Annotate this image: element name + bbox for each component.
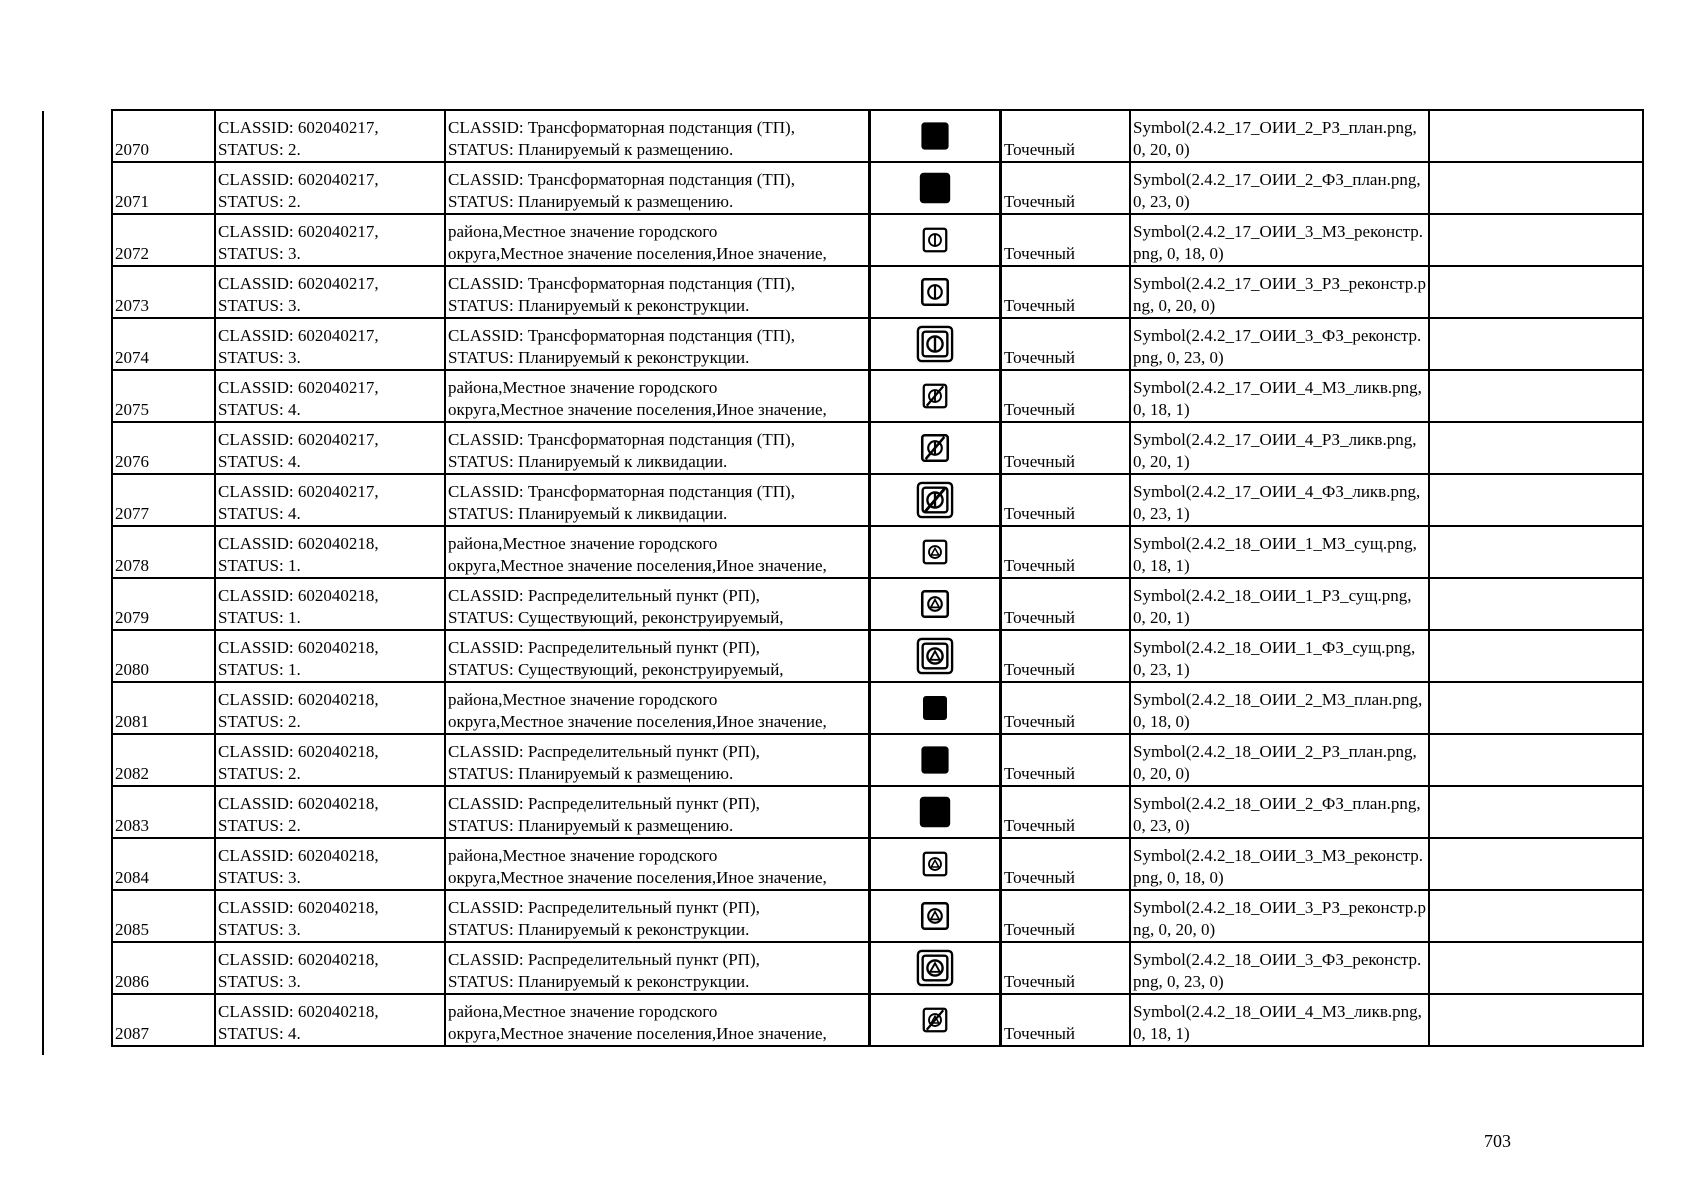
classid-cell bbox=[215, 630, 445, 682]
geometry-type: Точечный bbox=[1004, 348, 1076, 367]
filled-square-icon bbox=[916, 793, 954, 831]
classid-value: CLASSID: 602040217, bbox=[218, 430, 379, 449]
row-number-cell bbox=[112, 734, 215, 786]
symbol-preview-cell bbox=[870, 162, 1001, 214]
distribution-point-framed-icon bbox=[916, 949, 954, 987]
geometry-type-cell bbox=[1001, 110, 1131, 162]
row-number-cell bbox=[112, 630, 215, 682]
status-value: STATUS: 4. bbox=[218, 1024, 301, 1043]
row-number: 2070 bbox=[115, 140, 149, 159]
status-value: STATUS: 3. bbox=[218, 244, 301, 263]
row-number-cell bbox=[112, 474, 215, 526]
empty-cell bbox=[1429, 474, 1643, 526]
description-line-1: CLASSID: Распределительный пункт (РП), bbox=[448, 950, 760, 969]
description-line-1: CLASSID: Трансформаторная подстанция (ТП), bbox=[448, 274, 795, 293]
classid-value: CLASSID: 602040217, bbox=[218, 326, 379, 345]
symbol-definition: Symbol(2.4.2_17_ОИИ_4_ФЗ_ликв.png, 0, 23, 1) bbox=[1133, 482, 1421, 523]
symbol-definition: Symbol(2.4.2_18_ОИИ_2_МЗ_план.png, 0, 18, 0) bbox=[1133, 690, 1423, 731]
symbol-definition-cell bbox=[1130, 682, 1429, 734]
symbol-preview-cell bbox=[870, 110, 1001, 162]
table-row bbox=[112, 526, 1643, 578]
description-line-1: района,Местное значение городского bbox=[448, 690, 718, 709]
status-value: STATUS: 2. bbox=[218, 140, 301, 159]
distribution-point-icon bbox=[918, 899, 952, 933]
symbol-preview-cell bbox=[870, 734, 1001, 786]
row-number-cell bbox=[112, 318, 215, 370]
geometry-type: Точечный bbox=[1004, 764, 1076, 783]
table-row bbox=[112, 578, 1643, 630]
classid-cell bbox=[215, 838, 445, 890]
symbol-preview-cell bbox=[870, 318, 1001, 370]
description-cell bbox=[445, 318, 870, 370]
page-number: 703 bbox=[1484, 1131, 1511, 1151]
description-cell bbox=[445, 890, 870, 942]
geometry-type: Точечный bbox=[1004, 660, 1076, 679]
distribution-point-icon bbox=[920, 849, 950, 879]
description-cell bbox=[445, 474, 870, 526]
classid-value: CLASSID: 602040217, bbox=[218, 222, 379, 241]
table-row bbox=[112, 370, 1643, 422]
classid-value: CLASSID: 602040217, bbox=[218, 482, 379, 501]
classid-value: CLASSID: 602040217, bbox=[218, 274, 379, 293]
symbol-table bbox=[111, 109, 1644, 1047]
symbol-preview-cell bbox=[870, 994, 1001, 1046]
table-row bbox=[112, 994, 1643, 1046]
description-cell bbox=[445, 786, 870, 838]
transformer-reconstruction-framed-icon bbox=[916, 325, 954, 363]
description-line-1: CLASSID: Распределительный пункт (РП), bbox=[448, 638, 760, 657]
classid-cell bbox=[215, 994, 445, 1046]
geometry-type-cell bbox=[1001, 266, 1131, 318]
geometry-type-cell bbox=[1001, 318, 1131, 370]
status-value: STATUS: 2. bbox=[218, 192, 301, 211]
geometry-type: Точечный bbox=[1004, 192, 1076, 211]
row-number-cell bbox=[112, 994, 215, 1046]
row-number: 2078 bbox=[115, 556, 149, 575]
symbol-definition-cell bbox=[1130, 838, 1429, 890]
symbol-definition-cell bbox=[1130, 318, 1429, 370]
description-cell bbox=[445, 214, 870, 266]
empty-cell bbox=[1429, 942, 1643, 994]
geometry-type: Точечный bbox=[1004, 816, 1076, 835]
table-row bbox=[112, 942, 1643, 994]
symbol-definition: Symbol(2.4.2_18_ОИИ_3_ФЗ_реконстр.png, 0, 23, 0) bbox=[1133, 950, 1422, 991]
description-cell bbox=[445, 630, 870, 682]
geometry-type: Точечный bbox=[1004, 504, 1076, 523]
description-line-2: STATUS: Планируемый к ликвидации. bbox=[448, 452, 728, 471]
geometry-type-cell bbox=[1001, 838, 1131, 890]
distribution-point-liquidation-icon bbox=[920, 1005, 950, 1035]
symbol-definition: Symbol(2.4.2_18_ОИИ_4_МЗ_ликв.png, 0, 18, 1) bbox=[1133, 1002, 1422, 1043]
geometry-type: Точечный bbox=[1004, 244, 1076, 263]
description-line-2: STATUS: Планируемый к реконструкции. bbox=[448, 296, 750, 315]
symbol-preview-cell bbox=[870, 942, 1001, 994]
table-row bbox=[112, 162, 1643, 214]
symbol-definition: Symbol(2.4.2_18_ОИИ_2_РЗ_план.png, 0, 20, 0) bbox=[1133, 742, 1417, 783]
row-number: 2087 bbox=[115, 1024, 149, 1043]
symbol-definition: Symbol(2.4.2_17_ОИИ_2_РЗ_план.png, 0, 20, 0) bbox=[1133, 118, 1417, 159]
status-value: STATUS: 2. bbox=[218, 816, 301, 835]
transformer-reconstruction-icon bbox=[918, 275, 952, 309]
empty-cell bbox=[1429, 318, 1643, 370]
row-number: 2072 bbox=[115, 244, 149, 263]
distribution-point-framed-icon bbox=[916, 637, 954, 675]
description-line-2: округа,Местное значение поселения,Иное значение, bbox=[448, 1024, 827, 1043]
geometry-type-cell bbox=[1001, 526, 1131, 578]
status-value: STATUS: 3. bbox=[218, 920, 301, 939]
description-line-1: CLASSID: Трансформаторная подстанция (ТП), bbox=[448, 430, 795, 449]
description-cell bbox=[445, 838, 870, 890]
empty-cell bbox=[1429, 578, 1643, 630]
symbol-definition-cell bbox=[1130, 370, 1429, 422]
symbol-definition: Symbol(2.4.2_17_ОИИ_2_ФЗ_план.png, 0, 23, 0) bbox=[1133, 170, 1421, 211]
description-line-1: района,Местное значение городского bbox=[448, 1002, 718, 1021]
distribution-point-icon bbox=[918, 587, 952, 621]
classid-value: CLASSID: 602040218, bbox=[218, 586, 379, 605]
description-line-2: STATUS: Существующий, реконструируемый, bbox=[448, 608, 784, 627]
classid-cell bbox=[215, 162, 445, 214]
geometry-type-cell bbox=[1001, 422, 1131, 474]
row-number-cell bbox=[112, 370, 215, 422]
description-line-1: района,Местное значение городского bbox=[448, 222, 718, 241]
transformer-liquidation-icon bbox=[920, 381, 950, 411]
symbol-preview-cell bbox=[870, 890, 1001, 942]
table-row bbox=[112, 786, 1643, 838]
geometry-type-cell bbox=[1001, 734, 1131, 786]
description-line-2: округа,Местное значение поселения,Иное значение, bbox=[448, 556, 827, 575]
symbol-definition-cell bbox=[1130, 890, 1429, 942]
classid-value: CLASSID: 602040217, bbox=[218, 378, 379, 397]
table-row bbox=[112, 890, 1643, 942]
classid-value: CLASSID: 602040218, bbox=[218, 638, 379, 657]
symbol-definition: Symbol(2.4.2_17_ОИИ_3_РЗ_реконстр.png, 0, 20, 0) bbox=[1133, 274, 1427, 315]
symbol-preview-cell bbox=[870, 214, 1001, 266]
geometry-type: Точечный bbox=[1004, 452, 1076, 471]
filled-square-icon bbox=[920, 693, 950, 723]
classid-cell bbox=[215, 942, 445, 994]
row-number-cell bbox=[112, 110, 215, 162]
symbol-definition-cell bbox=[1130, 214, 1429, 266]
description-cell bbox=[445, 942, 870, 994]
description-cell bbox=[445, 994, 870, 1046]
symbol-definition-cell bbox=[1130, 110, 1429, 162]
description-line-1: CLASSID: Трансформаторная подстанция (ТП), bbox=[448, 170, 795, 189]
empty-cell bbox=[1429, 110, 1643, 162]
empty-cell bbox=[1429, 422, 1643, 474]
description-cell bbox=[445, 370, 870, 422]
status-value: STATUS: 4. bbox=[218, 452, 301, 471]
row-number: 2080 bbox=[115, 660, 149, 679]
description-line-2: STATUS: Планируемый к размещению. bbox=[448, 140, 734, 159]
symbol-definition: Symbol(2.4.2_18_ОИИ_1_МЗ_сущ.png, 0, 18, 1) bbox=[1133, 534, 1417, 575]
transformer-reconstruction-icon bbox=[920, 225, 950, 255]
symbol-preview-cell bbox=[870, 838, 1001, 890]
classid-value: CLASSID: 602040218, bbox=[218, 950, 379, 969]
classid-value: CLASSID: 602040218, bbox=[218, 534, 379, 553]
status-value: STATUS: 4. bbox=[218, 504, 301, 523]
symbol-definition: Symbol(2.4.2_17_ОИИ_4_МЗ_ликв.png, 0, 18, 1) bbox=[1133, 378, 1422, 419]
description-line-1: района,Местное значение городского bbox=[448, 378, 718, 397]
empty-cell bbox=[1429, 266, 1643, 318]
table-row bbox=[112, 630, 1643, 682]
description-cell bbox=[445, 578, 870, 630]
empty-cell bbox=[1429, 994, 1643, 1046]
row-number-cell bbox=[112, 578, 215, 630]
description-cell bbox=[445, 734, 870, 786]
symbol-preview-cell bbox=[870, 578, 1001, 630]
classid-cell bbox=[215, 786, 445, 838]
classid-cell bbox=[215, 682, 445, 734]
status-value: STATUS: 2. bbox=[218, 764, 301, 783]
description-line-1: CLASSID: Распределительный пункт (РП), bbox=[448, 898, 760, 917]
symbol-definition-cell bbox=[1130, 474, 1429, 526]
symbol-definition-cell bbox=[1130, 266, 1429, 318]
symbol-preview-cell bbox=[870, 526, 1001, 578]
classid-cell bbox=[215, 318, 445, 370]
symbol-definition-cell bbox=[1130, 162, 1429, 214]
table-row bbox=[112, 318, 1643, 370]
description-line-1: CLASSID: Трансформаторная подстанция (ТП), bbox=[448, 326, 795, 345]
row-number-cell bbox=[112, 526, 215, 578]
classid-value: CLASSID: 602040218, bbox=[218, 898, 379, 917]
status-value: STATUS: 1. bbox=[218, 608, 301, 627]
geometry-type: Точечный bbox=[1004, 972, 1076, 991]
symbol-definition: Symbol(2.4.2_17_ОИИ_3_ФЗ_реконстр.png, 0, 23, 0) bbox=[1133, 326, 1422, 367]
row-number: 2074 bbox=[115, 348, 149, 367]
geometry-type-cell bbox=[1001, 630, 1131, 682]
row-number-cell bbox=[112, 162, 215, 214]
symbol-preview-cell bbox=[870, 682, 1001, 734]
empty-cell bbox=[1429, 526, 1643, 578]
description-line-2: округа,Местное значение поселения,Иное значение, bbox=[448, 244, 827, 263]
description-line-2: округа,Местное значение поселения,Иное значение, bbox=[448, 400, 827, 419]
row-number-cell bbox=[112, 214, 215, 266]
classid-cell bbox=[215, 578, 445, 630]
symbol-definition-cell bbox=[1130, 422, 1429, 474]
geometry-type: Точечный bbox=[1004, 1024, 1076, 1043]
transformer-liquidation-framed-icon bbox=[916, 481, 954, 519]
classid-cell bbox=[215, 266, 445, 318]
table-row bbox=[112, 838, 1643, 890]
description-line-1: района,Местное значение городского bbox=[448, 846, 718, 865]
row-number: 2083 bbox=[115, 816, 149, 835]
distribution-point-icon bbox=[920, 537, 950, 567]
geometry-type: Точечный bbox=[1004, 608, 1076, 627]
row-number: 2071 bbox=[115, 192, 149, 211]
symbol-definition: Symbol(2.4.2_17_ОИИ_4_РЗ_ликв.png, 0, 20, 1) bbox=[1133, 430, 1417, 471]
geometry-type-cell bbox=[1001, 682, 1131, 734]
symbol-preview-cell bbox=[870, 474, 1001, 526]
geometry-type: Точечный bbox=[1004, 140, 1076, 159]
empty-cell bbox=[1429, 786, 1643, 838]
empty-cell bbox=[1429, 370, 1643, 422]
row-number: 2075 bbox=[115, 400, 149, 419]
row-number: 2085 bbox=[115, 920, 149, 939]
status-value: STATUS: 3. bbox=[218, 296, 301, 315]
empty-cell bbox=[1429, 630, 1643, 682]
transformer-liquidation-icon bbox=[918, 431, 952, 465]
table-row bbox=[112, 422, 1643, 474]
symbol-definition: Symbol(2.4.2_18_ОИИ_1_РЗ_сущ.png, 0, 20, 1) bbox=[1133, 586, 1412, 627]
status-value: STATUS: 3. bbox=[218, 868, 301, 887]
empty-cell bbox=[1429, 682, 1643, 734]
description-line-2: STATUS: Существующий, реконструируемый, bbox=[448, 660, 784, 679]
geometry-type: Точечный bbox=[1004, 296, 1076, 315]
symbol-definition-cell bbox=[1130, 734, 1429, 786]
geometry-type-cell bbox=[1001, 214, 1131, 266]
row-number-cell bbox=[112, 838, 215, 890]
empty-cell bbox=[1429, 162, 1643, 214]
filled-square-icon bbox=[916, 169, 954, 207]
left-margin-line bbox=[42, 111, 44, 1055]
geometry-type-cell bbox=[1001, 890, 1131, 942]
classid-value: CLASSID: 602040217, bbox=[218, 118, 379, 137]
status-value: STATUS: 4. bbox=[218, 400, 301, 419]
row-number-cell bbox=[112, 786, 215, 838]
row-number: 2084 bbox=[115, 868, 149, 887]
description-cell bbox=[445, 422, 870, 474]
symbol-definition-cell bbox=[1130, 526, 1429, 578]
symbol-definition-cell bbox=[1130, 786, 1429, 838]
classid-value: CLASSID: 602040217, bbox=[218, 170, 379, 189]
classid-value: CLASSID: 602040218, bbox=[218, 690, 379, 709]
status-value: STATUS: 3. bbox=[218, 348, 301, 367]
filled-square-icon bbox=[918, 119, 952, 153]
description-line-1: CLASSID: Распределительный пункт (РП), bbox=[448, 742, 760, 761]
classid-cell bbox=[215, 526, 445, 578]
geometry-type-cell bbox=[1001, 162, 1131, 214]
row-number-cell bbox=[112, 942, 215, 994]
geometry-type: Точечный bbox=[1004, 712, 1076, 731]
description-line-2: STATUS: Планируемый к размещению. bbox=[448, 192, 734, 211]
symbol-definition-cell bbox=[1130, 578, 1429, 630]
symbol-definition: Symbol(2.4.2_17_ОИИ_3_МЗ_реконстр.png, 0, 18, 0) bbox=[1133, 222, 1423, 263]
geometry-type-cell bbox=[1001, 578, 1131, 630]
symbol-preview-cell bbox=[870, 266, 1001, 318]
row-number-cell bbox=[112, 266, 215, 318]
description-line-2: STATUS: Планируемый к ликвидации. bbox=[448, 504, 728, 523]
symbol-preview-cell bbox=[870, 630, 1001, 682]
row-number: 2082 bbox=[115, 764, 149, 783]
description-cell bbox=[445, 682, 870, 734]
description-line-2: STATUS: Планируемый к размещению. bbox=[448, 816, 734, 835]
description-line-2: округа,Местное значение поселения,Иное значение, bbox=[448, 712, 827, 731]
table-row bbox=[112, 110, 1643, 162]
symbol-definition: Symbol(2.4.2_18_ОИИ_2_ФЗ_план.png, 0, 23, 0) bbox=[1133, 794, 1421, 835]
geometry-type-cell bbox=[1001, 370, 1131, 422]
geometry-type: Точечный bbox=[1004, 868, 1076, 887]
table-row bbox=[112, 214, 1643, 266]
geometry-type: Точечный bbox=[1004, 556, 1076, 575]
filled-square-icon bbox=[918, 743, 952, 777]
empty-cell bbox=[1429, 214, 1643, 266]
geometry-type: Точечный bbox=[1004, 400, 1076, 419]
geometry-type: Точечный bbox=[1004, 920, 1076, 939]
table-row bbox=[112, 266, 1643, 318]
table-row bbox=[112, 474, 1643, 526]
classid-value: CLASSID: 602040218, bbox=[218, 794, 379, 813]
symbol-definition-cell bbox=[1130, 942, 1429, 994]
symbol-definition: Symbol(2.4.2_18_ОИИ_1_ФЗ_сущ.png, 0, 23, 1) bbox=[1133, 638, 1416, 679]
geometry-type-cell bbox=[1001, 994, 1131, 1046]
symbol-definition: Symbol(2.4.2_18_ОИИ_3_МЗ_реконстр.png, 0, 18, 0) bbox=[1133, 846, 1423, 887]
description-line-2: STATUS: Планируемый к размещению. bbox=[448, 764, 734, 783]
classid-cell bbox=[215, 370, 445, 422]
row-number: 2086 bbox=[115, 972, 149, 991]
table-row bbox=[112, 734, 1643, 786]
classid-cell bbox=[215, 214, 445, 266]
symbol-definition-cell bbox=[1130, 630, 1429, 682]
symbol-preview-cell bbox=[870, 786, 1001, 838]
row-number: 2073 bbox=[115, 296, 149, 315]
row-number: 2079 bbox=[115, 608, 149, 627]
geometry-type-cell bbox=[1001, 786, 1131, 838]
classid-cell bbox=[215, 422, 445, 474]
classid-value: CLASSID: 602040218, bbox=[218, 742, 379, 761]
description-line-1: CLASSID: Трансформаторная подстанция (ТП), bbox=[448, 118, 795, 137]
row-number: 2077 bbox=[115, 504, 149, 523]
row-number-cell bbox=[112, 682, 215, 734]
description-cell bbox=[445, 526, 870, 578]
classid-value: CLASSID: 602040218, bbox=[218, 1002, 379, 1021]
status-value: STATUS: 3. bbox=[218, 972, 301, 991]
symbol-preview-cell bbox=[870, 370, 1001, 422]
classid-cell bbox=[215, 474, 445, 526]
symbol-definition-cell bbox=[1130, 994, 1429, 1046]
status-value: STATUS: 1. bbox=[218, 660, 301, 679]
geometry-type-cell bbox=[1001, 942, 1131, 994]
symbol-preview-cell bbox=[870, 422, 1001, 474]
empty-cell bbox=[1429, 838, 1643, 890]
status-value: STATUS: 2. bbox=[218, 712, 301, 731]
description-line-2: STATUS: Планируемый к реконструкции. bbox=[448, 920, 750, 939]
classid-value: CLASSID: 602040218, bbox=[218, 846, 379, 865]
description-line-1: CLASSID: Распределительный пункт (РП), bbox=[448, 586, 760, 605]
description-line-1: района,Местное значение городского bbox=[448, 534, 718, 553]
classid-cell bbox=[215, 890, 445, 942]
row-number-cell bbox=[112, 422, 215, 474]
empty-cell bbox=[1429, 890, 1643, 942]
description-line-2: STATUS: Планируемый к реконструкции. bbox=[448, 348, 750, 367]
row-number: 2081 bbox=[115, 712, 149, 731]
description-line-1: CLASSID: Трансформаторная подстанция (ТП), bbox=[448, 482, 795, 501]
description-cell bbox=[445, 162, 870, 214]
row-number-cell bbox=[112, 890, 215, 942]
status-value: STATUS: 1. bbox=[218, 556, 301, 575]
classid-cell bbox=[215, 734, 445, 786]
geometry-type-cell bbox=[1001, 474, 1131, 526]
empty-cell bbox=[1429, 734, 1643, 786]
description-line-2: STATUS: Планируемый к реконструкции. bbox=[448, 972, 750, 991]
description-line-1: CLASSID: Распределительный пункт (РП), bbox=[448, 794, 760, 813]
description-line-2: округа,Местное значение поселения,Иное значение, bbox=[448, 868, 827, 887]
table-row bbox=[112, 682, 1643, 734]
description-cell bbox=[445, 110, 870, 162]
symbol-definition: Symbol(2.4.2_18_ОИИ_3_РЗ_реконстр.png, 0, 20, 0) bbox=[1133, 898, 1427, 939]
row-number: 2076 bbox=[115, 452, 149, 471]
classid-cell bbox=[215, 110, 445, 162]
description-cell bbox=[445, 266, 870, 318]
